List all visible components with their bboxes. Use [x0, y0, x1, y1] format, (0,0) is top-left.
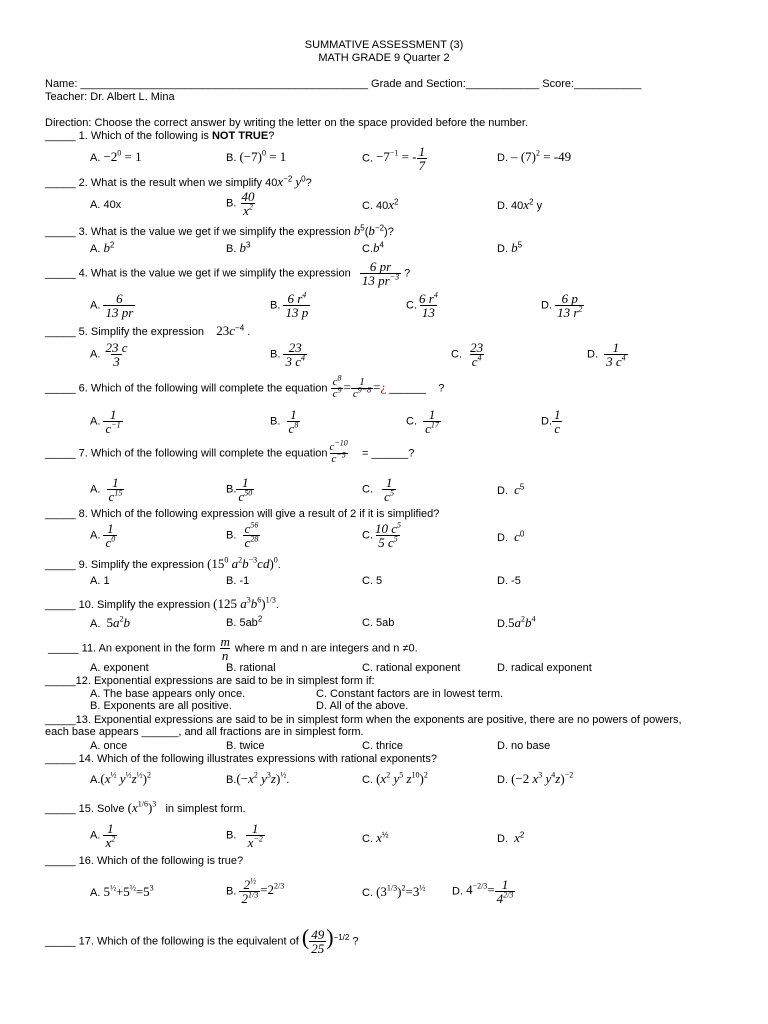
q1-choice-c: C. $-7^{-1}$ = - $\frac{1}{7}$ [362, 144, 426, 173]
q11-choice-b: B. rational [226, 662, 276, 674]
q16-choice-c: C. $(3^{1/3})^2=3^{\frac{1}{2}}$ [362, 883, 426, 899]
q12-choice-b: B. Exponents are all positive. [90, 700, 232, 712]
q13-choice-d: D. no base [497, 740, 551, 752]
q8-choice-d: D. $c^0$ [497, 529, 525, 544]
question-12: _____12. Exponential expressions are said to be in simplest form if: [45, 675, 375, 687]
q2-choice-b: B. $\frac{40}{x^2}$ [226, 189, 255, 218]
q7-choice-a: A. $\frac{1}{c^{15}}$ [90, 475, 123, 504]
teacher-line: Teacher: Dr. Albert L. Mina [45, 91, 175, 103]
q8-choice-b: B. $\frac{c^{56}}{c^{28}}$ [226, 520, 259, 550]
question-8: _____ 8. Which of the following expression will give a result of 2 if it is simplified? [45, 508, 440, 520]
question-13-line2: each base appears ______, and all fractions are in simplest form. [45, 726, 364, 738]
q12-choice-a: A. The base appears only once. [90, 688, 246, 700]
q8-choice-c: C. $\frac{10 c^5}{5 c^5}$ [362, 520, 402, 550]
direction: Direction: Choose the correct answer by writing the letter on the space provided before the number. [45, 117, 529, 129]
question-7: _____ 7. Which of the following will complete the equation $\frac{c^{-10}}{c^{-5}}$ = ______? [45, 438, 415, 465]
q9-choice-c: C. 5 [362, 575, 383, 587]
question-17: _____ 17. Which of the following is the equivalent of ( $\frac{49}{25}$ )$^{-1/2}$ ? [45, 924, 359, 956]
question-2: _____ 2. What is the result when we simplify $40x^{-2}$ $y^0$? [45, 174, 312, 189]
q6-choice-a: A. $\frac{1}{c^{-1}}$ [90, 407, 121, 436]
question-5: _____ 5. Simplify the expression $23c^{-4}$ . [45, 323, 251, 338]
q10-choice-b: B. $5ab^2$ [226, 614, 263, 629]
q13-choice-c: C. thrice [362, 740, 403, 752]
q3-choice-c: $C.b^4$ [362, 240, 384, 255]
q7-choice-d: D. $c^5$ [497, 482, 525, 497]
q14-choice-a: $A.(x^{\frac{1}{2}}$ $y^{\frac{1}{2}}z^{\frac{1}{2}})^2$ [90, 770, 151, 786]
q1-choice-b: B. $(-7)^0 = 1$ [226, 148, 287, 164]
question-16: _____ 16. Which of the following is true? [45, 855, 244, 867]
q10-choice-c: C. 5ab [362, 617, 395, 629]
doc-title: SUMMATIVE ASSESSMENT (3) [304, 39, 464, 51]
q5-choice-a: A. $\frac{23 c}{3}$ [90, 340, 128, 369]
q12-choice-c: C. Constant factors are in lowest term. [316, 688, 504, 700]
q15-choice-d: D. $x^2$ [497, 830, 525, 845]
q2-choice-c: C. $40x^2$ [362, 197, 399, 212]
question-13: _____13. Exponential expressions are said to be in simplest form when the exponents are positive, there are no powers of powers, [45, 714, 682, 726]
name-line: Name: _______________________________________________ Grade and Section:____________ Score:___________ [45, 78, 642, 90]
q5-choice-c: C. $\frac{23}{c^4}$ [451, 340, 484, 369]
q8-choice-a: A. $\frac{1}{c^0}$ [90, 521, 116, 550]
q6-choice-d: D. $\frac{1}{c}$ [541, 407, 561, 436]
q11-choice-a: A. exponent [90, 662, 149, 674]
q4-choice-d: D. $\frac{6 p}{13 r^2}$ [541, 291, 583, 320]
q4-choice-a: A. $\frac{6}{13 pr}$ [90, 291, 134, 320]
question-3: _____ 3. What is the value we get if we simplify the expression $b^5(b^{-2})$? [45, 223, 394, 238]
q2-choice-a: A. 40x [90, 199, 122, 211]
question-4: _____ 4. What is the value we get if we simplify the expression $\frac{6 pr}{13 pr^{-3}}$ ? [45, 259, 411, 288]
q3-choice-a: A. $b^2$ [90, 240, 115, 255]
q1-choice-d: D. – $(7)^2 = -49$ [497, 148, 572, 164]
question-11: _____ 11. An exponent in the form $\frac{m}{n}$ where m and n are integers and n ≠0. [48, 634, 418, 663]
q14-choice-b: $B.(-x^2$ $y^3z)^{\frac{1}{2}}$. [226, 770, 290, 786]
q5-choice-b: B. $\frac{23}{3 c^4}$ [270, 340, 305, 369]
q16-choice-b: B. $\frac{2^{\frac{1}{2}}}{2^{1/3}}$ $=2^{2/3}$ [226, 876, 285, 906]
q9-choice-a: A. 1 [90, 575, 110, 587]
q16-choice-a: A. $5^{\frac{1}{2}}+5^{\frac{1}{2}}=5^3$ [90, 883, 154, 899]
q12-choice-d: D. All of the above. [316, 700, 409, 712]
q7-choice-c: C. $\frac{1}{c^5}$ [362, 475, 394, 504]
question-1: _____ 1. Which of the following is NOT TRUE? [45, 130, 275, 142]
q11-choice-c: C. rational exponent [362, 662, 461, 674]
question-9: _____ 9. Simplify the expression ($15^0$ $a^2b^{-3}cd)^0$. [45, 555, 281, 571]
q11-choice-d: D. radical exponent [497, 662, 592, 674]
q6-choice-b: B. $\frac{1}{c^8}$ [270, 407, 299, 436]
q6-choice-c: C. $\frac{1}{c^{17}}$ [406, 407, 439, 436]
q13-choice-a: A. once [90, 740, 128, 752]
question-14: _____ 14. Which of the following illustrates expressions with rational exponents? [45, 753, 437, 765]
question-6: _____ 6. Which of the following will complete the equation $\frac{c^8}{c^9}$ = $\frac{1}{c^{9-8}}$ =¿ ______ ? [45, 373, 445, 400]
q15-choice-b: B. $\frac{1}{x^{-2}}$ [226, 821, 263, 850]
q16-choice-d: D. $4^{-2/3}=$ $\frac{1}{4^{2/3}}$ [452, 877, 514, 906]
question-15: _____ 15. Solve $(x^{1/6})^3$ in simplest form. [45, 799, 246, 815]
q1-choice-a: A. $-2^0 = 1$ [90, 148, 142, 164]
q4-choice-c: C. $\frac{6 r^4}{13}$ [406, 290, 438, 320]
q14-choice-d: D. (−2 $x^3$ $y^4z)^{-2}$ [497, 770, 574, 786]
q13-choice-b: B. twice [226, 740, 265, 752]
q2-choice-d: D. $40x^2$ y [497, 197, 543, 212]
doc-subtitle: MATH GRADE 9 Quarter 2 [318, 52, 450, 64]
q4-choice-b: B. $\frac{6 r^4}{13 p}$ [270, 290, 309, 320]
q15-choice-c: C. $x^{\frac{1}{2}}$ [362, 830, 389, 845]
q15-choice-a: A. $\frac{1}{x^2}$ [90, 821, 116, 850]
q3-choice-b: B. $b^3$ [226, 240, 251, 255]
q7-choice-b: B. $\frac{1}{c^{50}}$ [226, 475, 253, 504]
question-10: _____ 10. Simplify the expression (125 $a^3b^6)^{1/3}$. [45, 595, 279, 611]
q10-choice-d: $D.5a^2b^4$ [497, 614, 536, 630]
q9-choice-b: B. -1 [226, 575, 250, 587]
q3-choice-d: D. $b^5$ [497, 240, 523, 255]
q9-choice-d: D. -5 [497, 575, 521, 587]
q5-choice-d: D. $\frac{1}{3 c^4}$ [587, 340, 626, 369]
q14-choice-c: C. ($x^2$ $y^5$ $z^{10})^2$ [362, 770, 428, 786]
q10-choice-a: A. $5a^2b$ [90, 614, 131, 630]
